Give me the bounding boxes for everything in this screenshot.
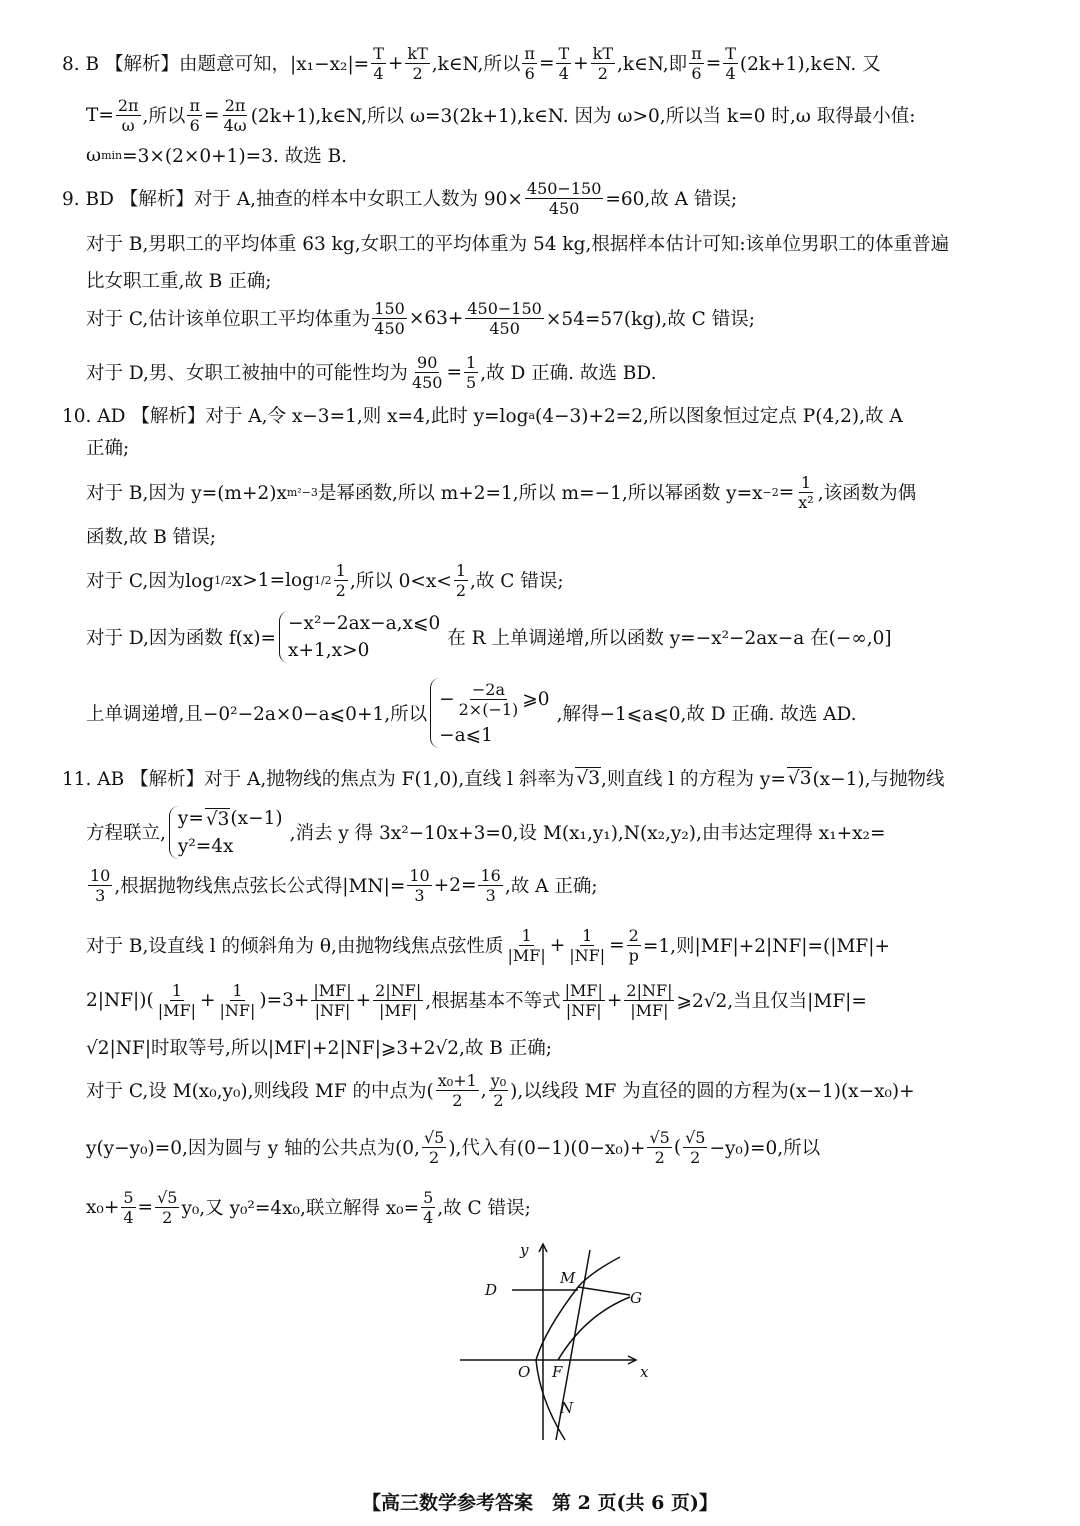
fraction — [155, 1188, 179, 1227]
piecewise-brace — [430, 678, 553, 748]
text-segment: 对于 D,因为函数 f(x)= — [86, 628, 277, 649]
text-segment: ×54=57(kg),故 C 错误; — [545, 309, 755, 330]
fraction-denominator: |NF| — [565, 1000, 602, 1020]
fraction — [796, 473, 815, 512]
fraction-numerator: T — [373, 43, 384, 63]
fraction-numerator: √5 — [685, 1127, 706, 1147]
fraction — [464, 353, 478, 392]
fraction — [723, 44, 738, 83]
text-segment: 正确; — [86, 438, 130, 459]
fraction-numerator: 90 — [417, 352, 438, 372]
text-segment: (x−1),与抛物线 — [812, 769, 945, 790]
solution-line — [86, 472, 916, 512]
superscript: m²−3 — [286, 485, 318, 499]
fraction-numerator: π — [691, 43, 702, 63]
piecewise-brace — [279, 611, 444, 663]
text-segment: + — [355, 989, 372, 1011]
piecewise-row — [288, 640, 440, 661]
fraction — [478, 866, 502, 905]
label-m: M — [560, 1269, 576, 1287]
fraction — [454, 561, 468, 600]
superscript: −2 — [762, 485, 779, 499]
fraction — [563, 981, 605, 1020]
text-segment: = — [538, 52, 555, 74]
text-segment: ×63+ — [408, 307, 464, 329]
text-segment: ,故 C 错误; — [470, 571, 564, 592]
solution-line — [86, 680, 857, 746]
solution-line — [86, 613, 892, 661]
fraction-denominator: 2 — [654, 1147, 665, 1167]
fraction — [334, 561, 348, 600]
text-segment: 对于 B,设直线 l 的倾斜角为 θ,由抛物线焦点弦性质 — [86, 936, 504, 957]
fraction-denominator: 6 — [691, 63, 702, 83]
text-segment: )=3+ — [259, 989, 310, 1011]
solution-line — [86, 352, 656, 392]
square-root: √ 3 — [787, 767, 813, 789]
fraction — [647, 1128, 671, 1167]
arc-gf — [558, 1297, 630, 1360]
fraction — [372, 299, 407, 338]
text-segment: = — [137, 1196, 154, 1218]
fraction — [505, 926, 547, 965]
fraction — [373, 981, 423, 1020]
text-segment: = — [778, 481, 795, 503]
fraction-numerator: |MF| — [313, 980, 352, 1000]
text-segment: y= — [177, 808, 204, 829]
text-segment: −x²−2ax−a,x⩽0 — [288, 613, 441, 634]
text-segment: ⩾2√2,当且仅当|MF|= — [676, 991, 867, 1012]
fraction — [421, 1188, 435, 1227]
fraction-denominator: |NF| — [219, 1000, 256, 1020]
fraction-numerator: 1 — [335, 560, 346, 580]
text-segment: x₀+ — [86, 1196, 120, 1218]
text-segment: 对于 D,男、女职工被抽中的可能性均为 — [86, 363, 408, 384]
solution-line — [62, 43, 881, 83]
fraction-denominator: |MF| — [379, 1000, 418, 1020]
fraction-denominator: 4 — [423, 1207, 434, 1227]
fraction — [522, 44, 537, 83]
fraction-denominator: 2 — [429, 1147, 440, 1167]
text-segment: 11. AB 【解析】对于 A,抛物线的焦点为 F(1,0),直线 l 斜率为 — [62, 769, 575, 790]
solution-line — [86, 925, 890, 965]
fraction-denominator: 2 — [412, 63, 423, 83]
fraction-denominator: 2×(−1) — [458, 700, 519, 719]
fraction — [465, 299, 543, 338]
piecewise-row — [288, 613, 440, 634]
fraction-denominator: x² — [798, 492, 814, 512]
text-segment: 是幂函数,所以 m+2=1,所以 m=−1,所以幂函数 y=x — [317, 483, 763, 504]
fraction-numerator: √5 — [423, 1127, 445, 1147]
text-segment: 对于 B,因为 y=(m+2)x — [86, 483, 287, 504]
fraction-denominator: |MF| — [157, 1000, 196, 1020]
solution-line — [86, 865, 598, 905]
page-footer: 【高三数学参考答案 第 2 页(共 6 页)】 — [362, 1492, 718, 1514]
fraction — [436, 1071, 479, 1110]
text-segment: + — [199, 989, 216, 1011]
fraction-denominator: p — [628, 945, 639, 965]
text-segment: ,故 C 错误; — [437, 1198, 531, 1219]
fraction-denominator: |MF| — [507, 945, 546, 965]
fraction-numerator: kT — [592, 43, 614, 63]
fraction — [489, 1071, 508, 1110]
text-segment: ,故 D 正确. 故选 BD. — [480, 363, 657, 384]
square-root: √ 3 — [575, 767, 601, 789]
fraction-denominator: 3 — [485, 885, 496, 905]
fraction-numerator: kT — [407, 43, 428, 63]
text-segment: ,k∈N,所以 — [431, 54, 521, 75]
text-segment: − — [439, 689, 455, 710]
fraction-numerator: T — [725, 43, 736, 63]
text-segment: =1,则|MF|+2|NF|=(|MF|+ — [642, 936, 890, 957]
fraction-numerator: y₀ — [490, 1070, 507, 1090]
fraction-denominator: 4 — [123, 1207, 134, 1227]
fraction-numerator: 2 — [628, 925, 639, 945]
text-segment: 9. BD 【解析】对于 A,抽查的样本中女职工人数为 90× — [62, 189, 523, 210]
solution-line — [86, 95, 915, 135]
text-segment: +2= — [433, 874, 477, 896]
solution-line — [86, 298, 755, 338]
solution-line — [86, 1127, 820, 1167]
fraction-denominator: 2 — [597, 63, 608, 83]
fraction-numerator: 1 — [171, 980, 182, 1000]
fraction-denominator: ω — [121, 115, 135, 135]
fraction — [627, 926, 641, 965]
fraction — [410, 353, 445, 392]
fraction-numerator: 1 — [582, 925, 593, 945]
text-segment: 8. B 【解析】由题意可知，|x₁−x₂|= — [62, 54, 370, 75]
text-segment: y₀,又 y₀²=4x₀,联立解得 x₀= — [181, 1198, 420, 1219]
fraction — [556, 44, 571, 83]
fraction — [457, 680, 521, 719]
fraction — [407, 866, 431, 905]
text-segment: ,消去 y 得 3x²−10x+3=0,设 M(x₁,y₁),N(x₂,y₂),由韦达定理得 x₁+x₂= — [289, 823, 886, 844]
text-segment: 函数,故 B 错误; — [86, 527, 216, 548]
fraction-denominator: |NF| — [569, 945, 606, 965]
solution-line — [86, 223, 949, 263]
solution-line — [86, 135, 347, 175]
fraction — [371, 44, 386, 83]
text-segment: x>1=log — [231, 569, 314, 591]
text-segment: =60,故 A 错误; — [605, 189, 738, 210]
fraction-numerator: √5 — [157, 1187, 178, 1207]
label-d: D — [485, 1281, 498, 1299]
fraction-numerator: 1 — [800, 472, 812, 492]
fraction — [689, 44, 704, 83]
fraction-numerator: −2a — [471, 680, 506, 699]
text-segment: =3×(2×0+1)=3. 故选 B. — [122, 146, 348, 167]
text-segment: −a⩽1 — [439, 725, 493, 746]
fraction — [121, 1188, 135, 1227]
fraction — [624, 981, 674, 1020]
text-segment: 对于 C,因为log — [86, 571, 215, 592]
fraction — [217, 981, 257, 1020]
text-segment: 方程联立, — [86, 823, 166, 844]
text-segment: x+1,x>0 — [288, 640, 370, 661]
text-segment: ,故 A 正确; — [504, 876, 598, 897]
text-segment: ,该函数为偶 — [817, 483, 917, 504]
text-segment: √2|NF|时取等号,所以|MF|+2|NF|⩾3+2√2,故 B 正确; — [86, 1038, 553, 1059]
label-f: F — [552, 1363, 563, 1381]
fraction-numerator: 1 — [521, 925, 532, 945]
fraction-denominator: 2 — [162, 1207, 173, 1227]
fraction-denominator: 2 — [455, 580, 467, 600]
solution-line — [86, 1070, 915, 1110]
text-segment: ),代入有(0−1)(0−x₀)+ — [448, 1138, 646, 1159]
fraction-numerator: 5 — [423, 1187, 434, 1207]
text-segment: + — [573, 52, 589, 74]
text-segment: ,k∈N,即 — [617, 54, 688, 75]
solution-line — [62, 395, 903, 435]
fraction-denominator: 4 — [373, 63, 384, 83]
fraction-numerator: 10 — [90, 865, 111, 885]
text-segment: + — [606, 989, 623, 1011]
fraction-denominator: 5 — [466, 372, 477, 392]
text-segment: T= — [86, 104, 114, 126]
subscript: a — [528, 408, 535, 422]
text-segment: 对于 B,男职工的平均体重 63 kg,女职工的平均体重为 54 kg,根据样本估计可知:该单位男职工的体重普遍 — [86, 234, 950, 255]
label-x: x — [640, 1363, 649, 1381]
text-segment: ω — [86, 144, 102, 166]
piecewise-row — [178, 808, 283, 830]
text-segment: (2k+1),k∈N,所以 ω=3(2k+1),k∈N. 因为 ω>0,所以当 k=0 时,ω 取得最小值: — [250, 106, 916, 127]
fraction-numerator: 450−150 — [526, 178, 602, 198]
fraction-numerator: 5 — [123, 1187, 134, 1207]
fraction-numerator: 16 — [480, 865, 501, 885]
fraction — [591, 44, 615, 83]
fraction-numerator: 2|NF| — [626, 980, 673, 1000]
fraction — [311, 981, 353, 1020]
fraction-denominator: 4 — [725, 63, 736, 83]
solution-line — [86, 260, 271, 300]
text-segment: y²=4x — [177, 835, 234, 857]
fraction — [88, 866, 112, 905]
fraction-numerator: |MF| — [564, 980, 603, 1000]
text-segment: 对于 C,估计该单位职工平均体重为 — [86, 309, 371, 330]
text-segment: + — [549, 934, 566, 956]
text-segment: = — [203, 104, 220, 126]
fraction — [221, 96, 248, 135]
text-segment: (4−3)+2=2,所以图象恒过定点 P(4,2),故 A — [535, 406, 903, 427]
solution-line — [86, 808, 886, 857]
text-segment: ⩾0 — [522, 689, 550, 710]
text-segment: + — [387, 52, 404, 74]
fraction-numerator: √5 — [649, 1127, 670, 1147]
fraction-denominator: 2 — [690, 1147, 701, 1167]
fraction-denominator: 4 — [558, 63, 569, 83]
fraction — [567, 926, 607, 965]
fraction-denominator: |NF| — [314, 1000, 351, 1020]
fraction-numerator: π — [189, 95, 200, 115]
fraction-numerator: 1 — [466, 352, 477, 372]
text-segment: −y₀)=0,所以 — [709, 1138, 821, 1159]
text-segment: = — [446, 361, 462, 383]
fraction — [187, 96, 202, 135]
text-segment: 上单调递增,且−0²−2a×0−a⩽0+1,所以 — [86, 704, 428, 725]
text-segment: ,所以 0<x< — [349, 571, 452, 592]
label-n: N — [560, 1399, 574, 1417]
fraction-denominator: 6 — [189, 115, 200, 135]
parabola-figure — [450, 1235, 660, 1450]
text-segment: ),以线段 MF 为直径的圆的方程为(x−1)(x−x₀)+ — [510, 1081, 915, 1102]
text-segment: 10. AD 【解析】对于 A,令 x−3=1,则 x=4,此时 y=log — [62, 406, 529, 427]
fraction-denominator: 450 — [548, 198, 580, 218]
fraction-numerator: 1 — [455, 560, 467, 580]
fraction-numerator: π — [524, 43, 535, 63]
fraction-numerator: 1 — [232, 980, 243, 1000]
fraction-numerator: 2|NF| — [375, 980, 422, 1000]
fraction-denominator: 2 — [493, 1090, 504, 1110]
text-segment: = — [705, 52, 722, 74]
fraction — [683, 1128, 707, 1167]
fraction-numerator: 450−150 — [467, 298, 542, 318]
text-segment: ,根据抛物线焦点弦长公式得|MN|= — [114, 876, 406, 897]
text-segment: 在 R 上单调递增,所以函数 y=−x²−2ax−a 在(−∞,0] — [447, 628, 892, 649]
solution-line — [62, 758, 945, 798]
piecewise-row — [439, 725, 549, 746]
fraction — [525, 179, 603, 218]
text-segment: ( — [673, 1136, 682, 1158]
fraction-numerator: 150 — [374, 298, 405, 318]
fraction-denominator: 3 — [95, 885, 106, 905]
solution-line — [62, 178, 737, 218]
fraction — [422, 1128, 446, 1167]
fraction-numerator: x₀+1 — [437, 1070, 477, 1090]
text-segment: (2k+1),k∈N. 又 — [739, 54, 881, 75]
text-segment: ,则直线 l 的方程为 y= — [600, 769, 786, 790]
text-segment: , — [480, 1079, 487, 1101]
fraction-numerator: T — [558, 43, 570, 63]
square-root: √ 3 — [205, 808, 231, 830]
fraction-denominator: 6 — [524, 63, 535, 83]
text-segment: = — [609, 934, 625, 956]
piecewise-brace — [169, 806, 287, 859]
solution-line — [86, 1187, 531, 1227]
solution-line — [86, 427, 129, 467]
text-segment: ,根据基本不等式 — [425, 991, 561, 1012]
fraction-denominator: 3 — [414, 885, 425, 905]
fraction-numerator: 2π — [224, 95, 246, 115]
solution-line — [86, 516, 216, 556]
text-segment: 比女职工重,故 B 正确; — [86, 271, 272, 292]
label-y: y — [520, 1241, 529, 1259]
fraction — [156, 981, 198, 1020]
label-o: O — [518, 1363, 531, 1381]
fraction-denominator: 450 — [374, 318, 405, 338]
parabola-curve — [536, 1257, 620, 1440]
fraction-numerator: 10 — [409, 865, 430, 885]
fraction-denominator: 2 — [452, 1090, 463, 1110]
subscript: 1/2 — [214, 573, 232, 587]
text-segment: y(y−y₀)=0,因为圆与 y 轴的公共点为(0, — [86, 1138, 420, 1159]
text-segment: (x−1) — [230, 808, 283, 829]
text-segment: ,解得−1⩽a⩽0,故 D 正确. 故选 AD. — [556, 704, 857, 725]
fraction — [116, 96, 141, 135]
fraction — [405, 44, 429, 83]
piecewise-row — [439, 680, 549, 719]
solution-line — [86, 980, 867, 1020]
fraction-denominator: 450 — [411, 372, 443, 392]
label-g: G — [630, 1289, 642, 1307]
text-segment: 对于 C,设 M(x₀,y₀),则线段 MF 的中点为( — [86, 1081, 434, 1102]
piecewise-row — [178, 836, 283, 857]
fraction-denominator: 450 — [489, 318, 520, 338]
solution-line — [86, 560, 564, 600]
fraction-denominator: 2 — [335, 580, 346, 600]
fraction-denominator: 4ω — [223, 115, 247, 135]
subscript: 1/2 — [313, 573, 332, 587]
text-segment: 2|NF|)( — [86, 989, 154, 1011]
subscript: min — [101, 148, 123, 162]
fraction-denominator: |MF| — [630, 1000, 669, 1020]
fraction-numerator: 2π — [117, 95, 139, 115]
line-mg — [578, 1287, 630, 1295]
text-segment: ,所以 — [142, 106, 186, 127]
solution-line — [86, 1027, 552, 1067]
